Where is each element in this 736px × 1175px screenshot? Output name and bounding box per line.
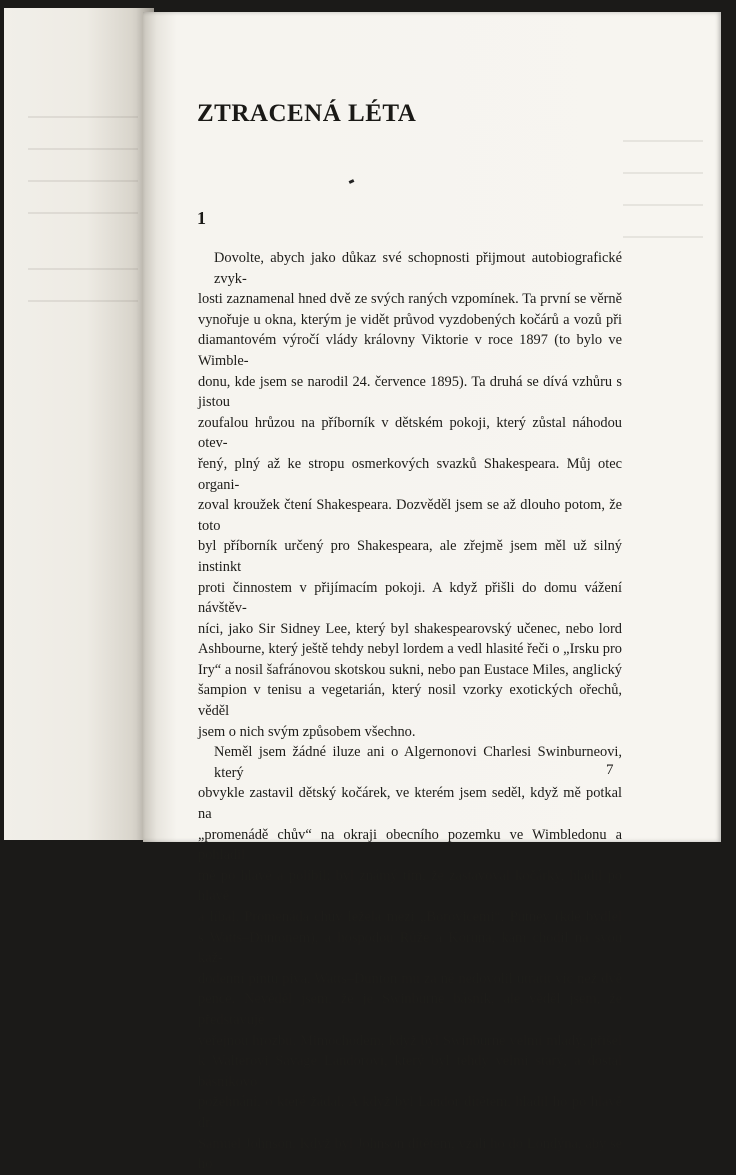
text-line: mě po hlavě a políbil: byl známý tím, že zastavoval kočárky, hladil po hlavě bbox=[198, 867, 622, 905]
book-page bbox=[143, 12, 721, 1173]
text-line: a líbal. Promenáda chův ležela mezi „Borovicemi“, Putney (kde bydlel bbox=[198, 909, 622, 925]
text-line: vynořuje u okna, kterým je vidět průvod vyzdobených kočárů a vozů při bbox=[198, 311, 622, 328]
bleed-through-line bbox=[28, 148, 138, 150]
bleed-through-line bbox=[28, 116, 138, 118]
text-line: losti zaznamenal hned dvě ze svých raných vzpomínek. Ta první se věrně bbox=[198, 291, 622, 308]
bleed-through-line bbox=[623, 204, 703, 206]
text-line: zoufalou hrůzou na příborník v dětském pokoji, který zůstal náhodou otev- bbox=[198, 414, 622, 452]
text-line: níci, jako Sir Sidney Lee, který byl shakespearovský učenec, nebo lord bbox=[198, 620, 622, 637]
text-line: donu, kde jsem se narodil 24. července 1895). Ta druhá se dívá vzhůru s jistou bbox=[198, 373, 622, 411]
ink-speck bbox=[349, 179, 355, 184]
body-text bbox=[198, 248, 622, 1175]
bleed-through-line bbox=[623, 172, 703, 174]
text-line: řený, plný až ke stropu osmerkových svazků Shakespeara. Můj otec organi- bbox=[198, 455, 622, 493]
paragraph bbox=[198, 248, 622, 742]
text-line: proti činnostem v přijímacím pokoji. A když přišli do domu vážení návštěv- bbox=[198, 579, 622, 617]
text-line: k Walterovi Savage Landorovi, který byl tehdy velmi starý, a dostal básníkovo bbox=[198, 1053, 622, 1090]
bleed-through-line bbox=[623, 140, 703, 142]
text-line: „promenádě chův“ na okraji obecního pozemku ve Wimbledonu a pohladil bbox=[198, 826, 622, 864]
text-line: pence. Nevěděl jsem, že je Swinburne básník, ale věděl jsem, že představuje bbox=[198, 991, 622, 1028]
text-line: Neměl jsem žádné iluze ani o Algernonovi Charlesi Swinburneovi, který bbox=[214, 744, 622, 781]
text-line: zoval kroužek čtení Shakespeara. Dozvěděl jsem se až dlouho potom, že toto bbox=[198, 497, 622, 534]
bleed-through-line bbox=[623, 236, 703, 238]
text-line: Iry“ a nosil šafránovou skotskou sukni, nebo pan Eustace Miles, anglický bbox=[198, 661, 622, 678]
text-line: Samuel Johnson. Když byl Johnson dítětem, vzali ho do Londýna, aby se ho bbox=[198, 1135, 622, 1173]
text-line: jsem o nich svým způsobem všechno. bbox=[198, 723, 416, 740]
text-line: dodenní pintu piva. Watts–Dunton mu za ně nedovolil utratit víc než dvě bbox=[198, 970, 622, 987]
bleed-through-line bbox=[28, 268, 138, 270]
page-number: 7 bbox=[606, 762, 614, 778]
text-line: Dovolte, abych jako důkaz své schopnosti přijmout autobiografické zvyk- bbox=[214, 250, 622, 287]
text-line: obvykle zastavil dětský kočárek, ve kterém jsem seděl, když mě potkal na bbox=[198, 785, 622, 823]
text-line: byl příborník určený pro Shakespeara, ale zřejmě jsem měl už silný instinkt bbox=[198, 538, 622, 575]
previous-page bbox=[4, 8, 154, 840]
text-line: Ashbourne, který ještě tehdy nebyl lordem a vedl hlasité řeči o „Irsku pro bbox=[198, 641, 622, 658]
paragraph bbox=[198, 742, 622, 1174]
text-line: diamantovém výročí vlády královny Viktorie v roce 1897 (to bylo ve Wimble- bbox=[198, 332, 622, 369]
bleed-through-line bbox=[28, 212, 138, 214]
text-line: veřejnou hrozbu. Mimochodem, když byl Swinburne velmi mladý, přišel bbox=[198, 1032, 622, 1049]
chapter-title: ZTRACENÁ LÉTA bbox=[197, 100, 417, 127]
text-line: s Watts–Duntonem), a hospodou Růže a Koruna, kam chodil na svou kaž- bbox=[198, 929, 622, 967]
text-line: šampion v tenisu a vegetarián, který nosil vzorky exotických ořechů, věděl bbox=[198, 682, 622, 720]
bleed-through-line bbox=[28, 300, 138, 302]
text-line: požehnání, o které žádal. A když byl Landor dítětem, hladil ho po hlavě dr. bbox=[198, 1094, 622, 1131]
section-number: 1 bbox=[197, 208, 206, 228]
bleed-through-line bbox=[28, 180, 138, 182]
